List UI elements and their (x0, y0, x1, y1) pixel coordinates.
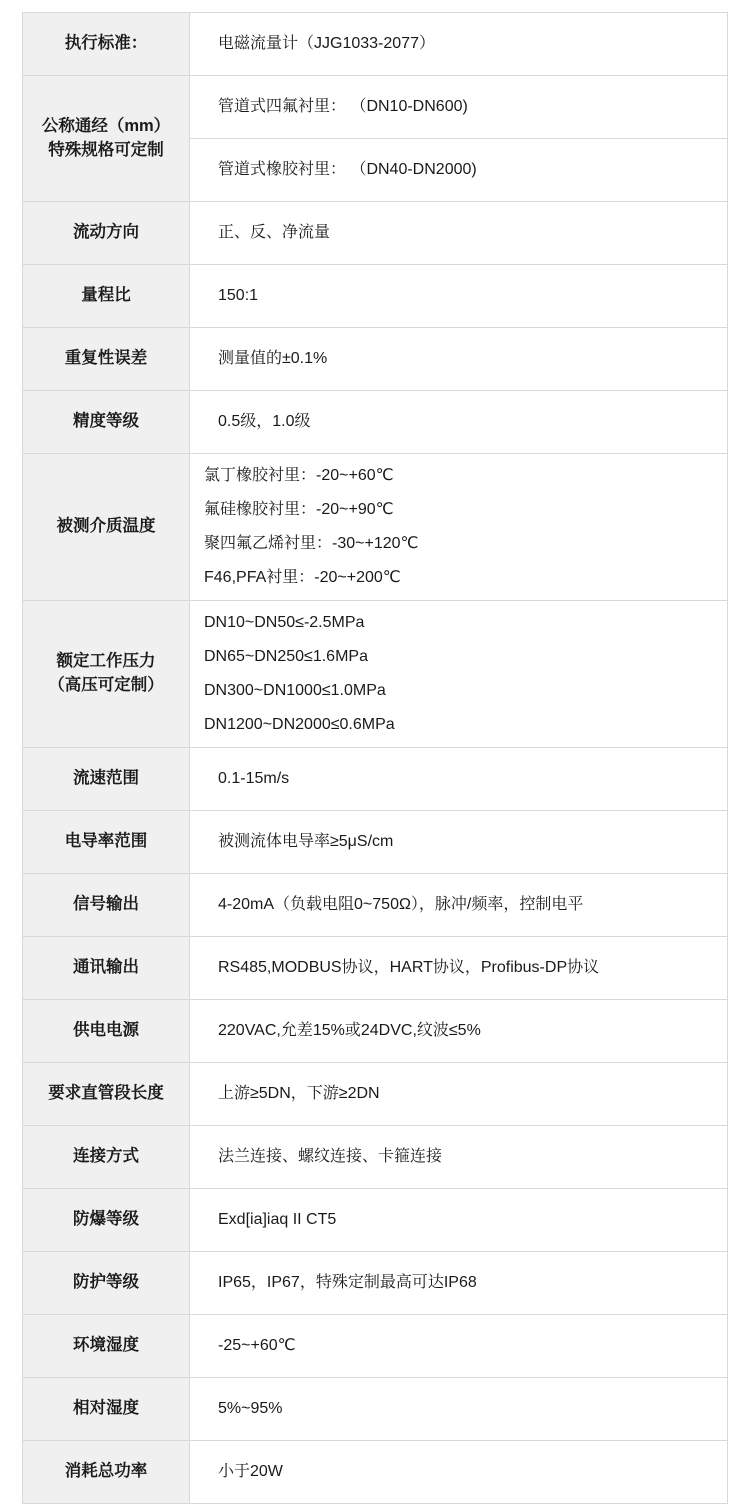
row-label: 流速范围 (23, 748, 190, 811)
row-label: 被测介质温度 (23, 454, 190, 601)
value-line: 聚四氟乙烯衬里：-30~+120℃ (204, 535, 419, 552)
table-row (23, 76, 728, 139)
row-value (190, 391, 728, 454)
value-line: RS485,MODBUS协议，HART协议，Profibus-DP协议 (218, 959, 600, 976)
row-label: 消耗总功率 (23, 1441, 190, 1504)
row-value (190, 1189, 728, 1252)
row-value (190, 454, 728, 601)
table-row (23, 454, 728, 601)
row-value (190, 328, 728, 391)
table-row (23, 1189, 728, 1252)
table-row (23, 1441, 728, 1504)
value-line: 正、反、净流量 (218, 224, 331, 241)
row-value (190, 601, 728, 748)
value-line: 150:1 (218, 287, 259, 304)
row-value (190, 13, 728, 76)
row-label: 执行标准： (23, 13, 190, 76)
table-row (23, 748, 728, 811)
table-row (23, 265, 728, 328)
row-value (190, 1252, 728, 1315)
row-value (190, 1063, 728, 1126)
row-label: 精度等级 (23, 391, 190, 454)
value-line: 氟硅橡胶衬里：-20~+90℃ (204, 501, 394, 518)
row-value (190, 1126, 728, 1189)
row-label-line: 公称通经（mm） (41, 116, 171, 135)
row-label: 通讯输出 (23, 937, 190, 1000)
row-label (23, 76, 190, 202)
table-row (23, 1000, 728, 1063)
value-line: 管道式四氟衬里： （DN10-DN600) (218, 98, 468, 115)
table-row (23, 1252, 728, 1315)
row-value (190, 811, 728, 874)
specification-table-body (23, 13, 728, 1504)
value-line: 测量值的±0.1% (218, 350, 328, 367)
row-label: 防爆等级 (23, 1189, 190, 1252)
value-line: 上游≥5DN，下游≥2DN (218, 1085, 380, 1102)
row-label: 相对湿度 (23, 1378, 190, 1441)
value-line: 4-20mA（负载电阻0~750Ω），脉冲/频率，控制电平 (218, 896, 584, 913)
row-value (190, 202, 728, 265)
row-label: 供电电源 (23, 1000, 190, 1063)
table-row (23, 811, 728, 874)
row-label (23, 601, 190, 748)
value-line: IP65，IP67，特殊定制最高可达IP68 (218, 1274, 477, 1291)
table-row (23, 202, 728, 265)
table-row (23, 1378, 728, 1441)
table-row (23, 1315, 728, 1378)
value-line: F46,PFA衬里：-20~+200℃ (204, 569, 401, 586)
row-value (190, 265, 728, 328)
row-label: 信号输出 (23, 874, 190, 937)
row-value (190, 748, 728, 811)
row-value (190, 1441, 728, 1504)
row-value (190, 1000, 728, 1063)
row-label: 要求直管段长度 (23, 1063, 190, 1126)
table-row (23, 601, 728, 748)
value-line: 氯丁橡胶衬里：-20~+60℃ (204, 467, 394, 484)
value-lines (204, 462, 727, 592)
value-line: 5%~95% (218, 1400, 283, 1417)
row-label: 流动方向 (23, 202, 190, 265)
value-line: 220VAC,允差15%或24DVC,纹波≤5% (218, 1022, 481, 1039)
value-line: 电磁流量计（JJG1033-2077） (218, 35, 435, 52)
table-row (23, 13, 728, 76)
row-label-line: 特殊规格可定制 (48, 140, 164, 159)
table-row (23, 874, 728, 937)
row-value (190, 937, 728, 1000)
table-row (23, 1063, 728, 1126)
value-line: 0.1-15m/s (218, 770, 290, 787)
row-value (190, 139, 728, 202)
row-value (190, 76, 728, 139)
row-label-line: 额定工作压力 (56, 652, 156, 671)
row-label: 量程比 (23, 265, 190, 328)
table-row (23, 391, 728, 454)
row-label: 防护等级 (23, 1252, 190, 1315)
row-label: 环境湿度 (23, 1315, 190, 1378)
row-value (190, 1315, 728, 1378)
value-line: 0.5级，1.0级 (218, 413, 311, 430)
value-line: -25~+60℃ (218, 1337, 296, 1354)
row-value (190, 1378, 728, 1441)
row-value (190, 874, 728, 937)
table-row (23, 328, 728, 391)
row-label: 电导率范围 (23, 811, 190, 874)
value-line: Exd[ia]iaq II CT5 (218, 1211, 337, 1228)
value-lines (204, 609, 727, 739)
value-line: 被测流体电导率≥5μS/cm (218, 833, 394, 850)
row-label: 连接方式 (23, 1126, 190, 1189)
row-label: 重复性误差 (23, 328, 190, 391)
value-line: DN300~DN1000≤1.0MPa (204, 682, 386, 699)
value-line: DN1200~DN2000≤0.6MPa (204, 716, 395, 733)
value-line: DN10~DN50≤-2.5MPa (204, 614, 365, 631)
value-line: 管道式橡胶衬里： （DN40-DN2000) (218, 161, 477, 178)
value-line: 法兰连接、螺纹连接、卡箍连接 (218, 1148, 443, 1165)
table-row (23, 1126, 728, 1189)
table-row (23, 937, 728, 1000)
value-line: 小于20W (218, 1463, 283, 1480)
row-label-line: （高压可定制） (48, 676, 164, 694)
value-line: DN65~DN250≤1.6MPa (204, 648, 368, 665)
specification-table (22, 12, 728, 1504)
